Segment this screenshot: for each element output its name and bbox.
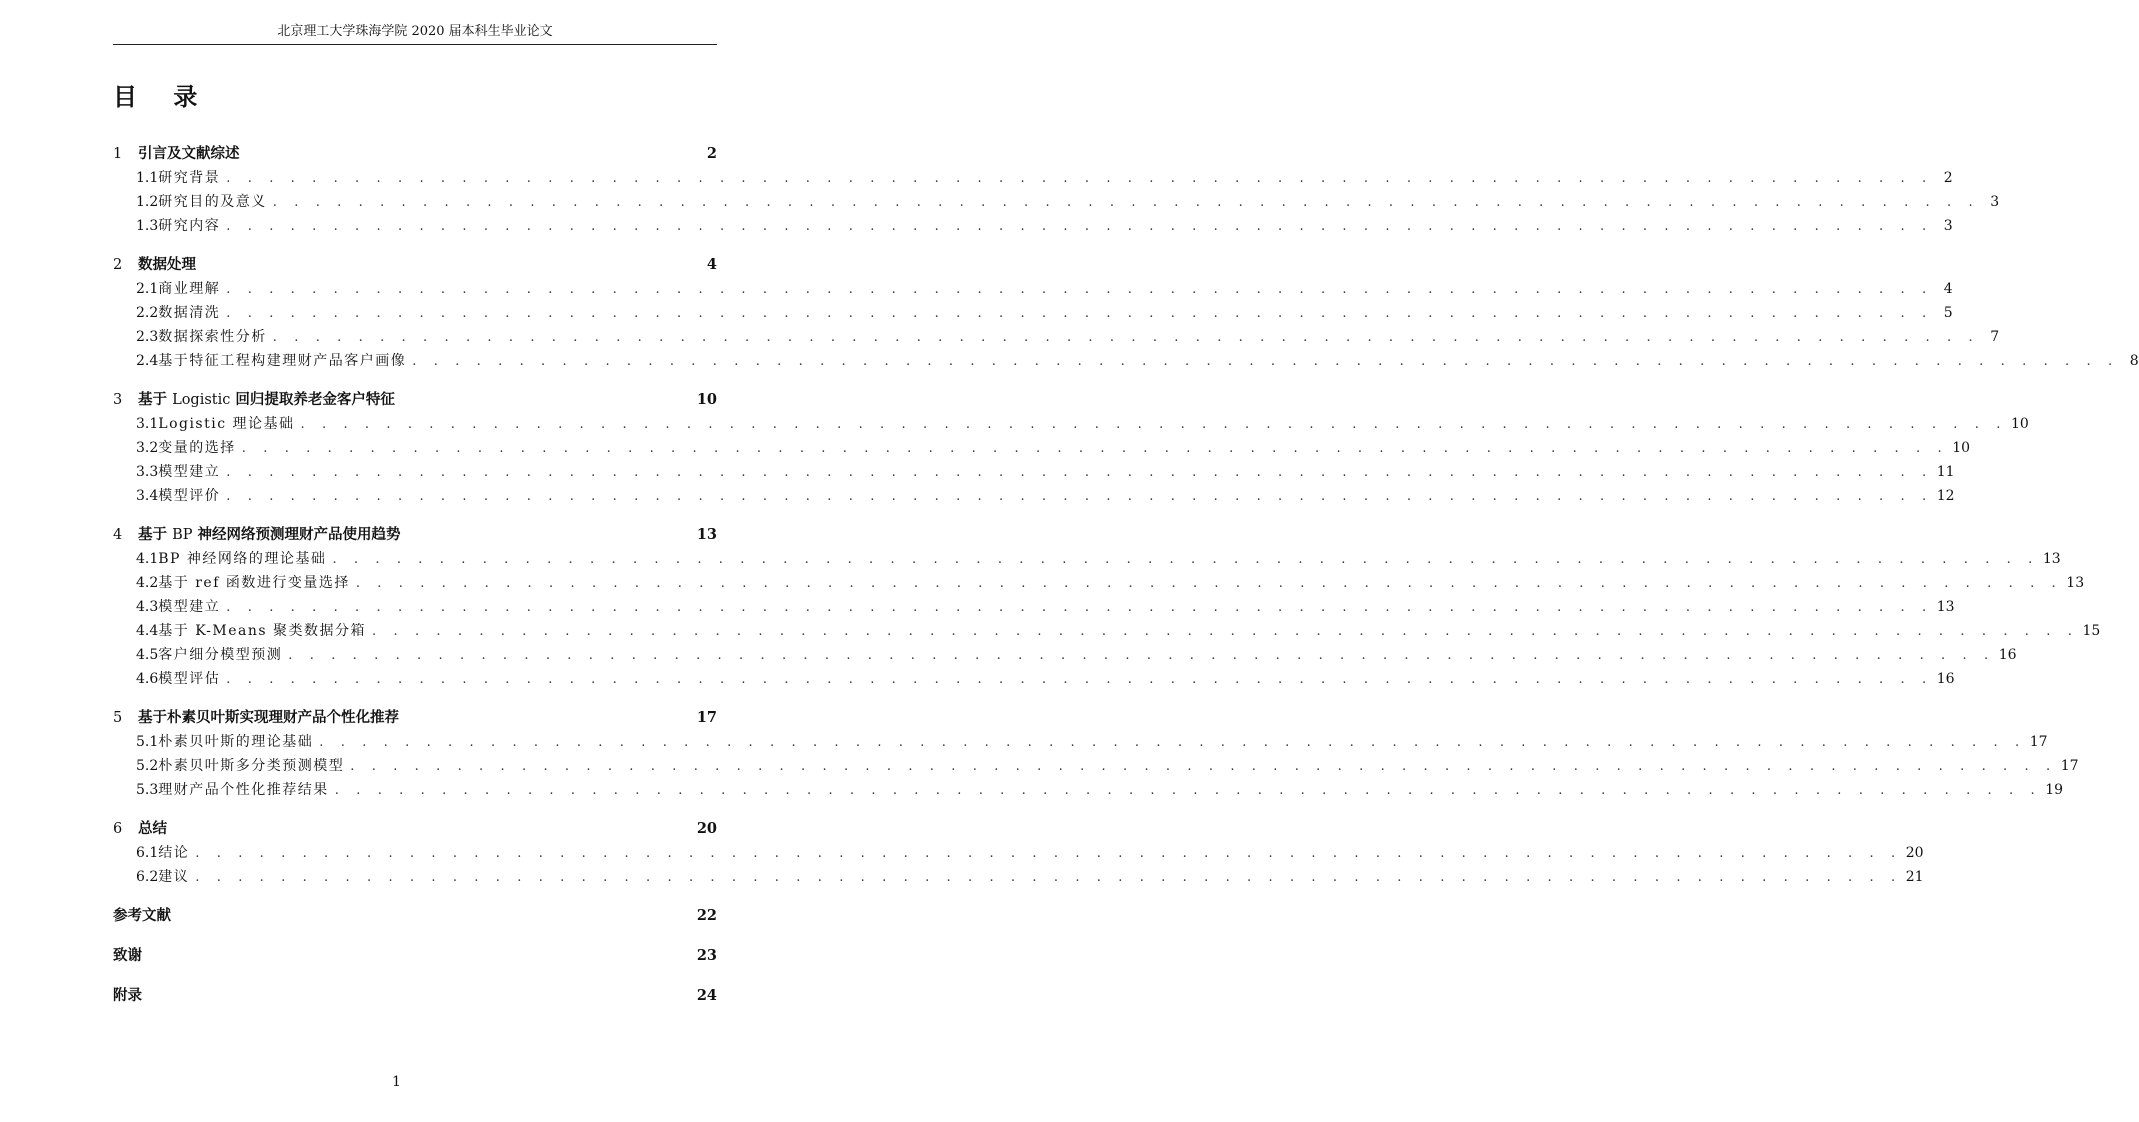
dot-leader: . . . . . . . . . . . . . . . . . . . . . . . . . . . . . . . . . . . . . . . . . . . . . . . . . . . . . . . . . . . . . . . . . . . . . . . . . . . . . . . .: [241, 441, 1949, 456]
chapter-title-part: 数据处理: [138, 256, 196, 273]
dot-leader: . . . . . . . . . . . . . . . . . . . . . . . . . . . . . . . . . . . . . . . . . . . . . . . . . . . . . . . . . . . . . . . . . . . . . . . . . . . . . . . .: [355, 576, 2063, 591]
dot-leader: . . . . . . . . . . . . . . . . . . . . . . . . . . . . . . . . . . . . . . . . . . . . . . . . . . . . . . . . . . . . . . . . . . . . . . . . . . . . . . . .: [288, 648, 1995, 663]
toc-section-entry[interactable]: [113, 595, 1955, 619]
section-title: 基于 K-Means 聚类数据分箱: [158, 623, 367, 639]
toc-section-entry[interactable]: [113, 484, 1955, 508]
section-page-number: 21: [1905, 869, 1924, 885]
chapter-title: [113, 984, 697, 1008]
section-page-number: 12: [1936, 488, 1955, 504]
chapter-title: [113, 944, 697, 968]
toc-chapter-entry[interactable]: [113, 523, 717, 547]
section-page-number: 3: [1943, 218, 1953, 234]
dot-leader: . . . . . . . . . . . . . . . . . . . . . . . . . . . . . . . . . . . . . . . . . . . . . . . . . . . . . . . . . . . . . . . . . . . . . . . . . . . . . . . .: [334, 783, 2042, 798]
section-page-number: 10: [2010, 416, 2029, 432]
section-number: 2.2: [136, 305, 159, 321]
toc-section-entry[interactable]: [113, 730, 2048, 754]
section-page-number: 16: [1998, 647, 2017, 663]
chapter-title-part: 引言及文献综述: [138, 145, 240, 162]
section-page-number: 4: [1943, 281, 1953, 297]
section-page-number: 8: [2129, 353, 2139, 369]
section-page-number: 20: [1905, 845, 1924, 861]
dot-leader: . . . . . . . . . . . . . . . . . . . . . . . . . . . . . . . . . . . . . . . . . . . . . . . . . . . . . . . . . . . . . . . . . . . . . . . . . . . . . . . .: [350, 759, 2057, 774]
section-title: 建议: [158, 869, 190, 885]
section-number: 5.2: [136, 758, 159, 774]
header-rule: [113, 44, 717, 45]
dot-leader: . . . . . . . . . . . . . . . . . . . . . . . . . . . . . . . . . . . . . . . . . . . . . . . . . . . . . . . . . . . . . . . . . . . . . . . . . . . . . . . .: [332, 552, 2039, 567]
dot-leader: . . . . . . . . . . . . . . . . . . . . . . . . . . . . . . . . . . . . . . . . . . . . . . . . . . . . . . . . . . . . . . . . . . . . . . . . . . . . . . . .: [372, 624, 2079, 639]
section-number: 3.1: [136, 416, 159, 432]
chapter-page-number: 4: [706, 256, 717, 273]
dot-leader: . . . . . . . . . . . . . . . . . . . . . . . . . . . . . . . . . . . . . . . . . . . . . . . . . . . . . . . . . . . . . . . . . . . . . . . . . . . . . . . .: [272, 330, 1980, 345]
toc-chapter-entry[interactable]: [113, 904, 717, 928]
toc-section-entry[interactable]: [113, 436, 1971, 460]
chapter-title-part: BP: [172, 527, 193, 543]
section-title: 客户细分模型预测: [158, 647, 283, 663]
toc-section-entry[interactable]: [113, 778, 2064, 802]
section-number: 3.2: [136, 440, 159, 456]
section-title: 基于 ref 函数进行变量选择: [158, 575, 350, 591]
section-page-number: 5: [1943, 305, 1953, 321]
chapter-number: 2: [113, 257, 123, 273]
toc-section-entry[interactable]: [113, 277, 1953, 301]
section-page-number: 2: [1943, 170, 1953, 186]
dot-leader: . . . . . . . . . . . . . . . . . . . . . . . . . . . . . . . . . . . . . . . . . . . . . . . . . . . . . . . . . . . . . . . . . . . . . . . . . . . . . . . .: [195, 846, 1902, 861]
toc-section-entry[interactable]: [113, 865, 1924, 889]
section-number: 1.1: [136, 170, 159, 186]
section-page-number: 11: [1936, 464, 1955, 480]
chapter-title-part: 基于朴素贝叶斯实现理财产品个性化推荐: [138, 709, 399, 726]
section-page-number: 13: [2042, 551, 2061, 567]
section-title: 理财产品个性化推荐结果: [158, 782, 329, 798]
dot-leader: . . . . . . . . . . . . . . . . . . . . . . . . . . . . . . . . . . . . . . . . . . . . . . . . . . . . . . . . . . . . . . . . . . . . . . . . . . . . . . . .: [226, 306, 1933, 321]
toc-chapter: [113, 984, 717, 1008]
dot-leader: . . . . . . . . . . . . . . . . . . . . . . . . . . . . . . . . . . . . . . . . . . . . . . . . . . . . . . . . . . . . . . . . . . . . . . . . . . . . . . . .: [226, 282, 1933, 297]
section-title: 变量的选择: [158, 440, 236, 456]
toc-chapter-entry[interactable]: [113, 817, 717, 841]
chapter-title-part: 基于: [138, 526, 173, 543]
toc-section-entry[interactable]: [113, 460, 1955, 484]
chapter-title-part: 附录: [113, 987, 142, 1004]
section-title: 模型建立: [158, 599, 221, 615]
toc-chapter: [113, 904, 717, 928]
toc-section-entry[interactable]: [113, 325, 2000, 349]
section-page-number: 17: [2060, 758, 2079, 774]
chapter-page-number: 22: [696, 907, 717, 924]
section-number: 5.1: [136, 734, 159, 750]
chapter-page-number: 20: [696, 820, 717, 837]
dot-leader: . . . . . . . . . . . . . . . . . . . . . . . . . . . . . . . . . . . . . . . . . . . . . . . . . . . . . . . . . . . . . . . . . . . . . . . . . . . . . . . .: [272, 195, 1980, 210]
chapter-title-part: 总结: [138, 820, 167, 837]
chapter-title-part: 神经网络预测理财产品使用趋势: [192, 526, 401, 543]
toc-chapter: [113, 142, 2000, 238]
dot-leader: . . . . . . . . . . . . . . . . . . . . . . . . . . . . . . . . . . . . . . . . . . . . . . . . . . . . . . . . . . . . . . . . . . . . . . . . . . . . . . . .: [319, 735, 2026, 750]
section-title: 商业理解: [158, 281, 221, 297]
chapter-title-part: Logistic: [172, 392, 231, 408]
dot-leader: . . . . . . . . . . . . . . . . . . . . . . . . . . . . . . . . . . . . . . . . . . . . . . . . . . . . . . . . . . . . . . . . . . . . . . . . . . . . . . . .: [226, 219, 1933, 234]
section-number: 3.3: [136, 464, 159, 480]
section-page-number: 19: [2045, 782, 2064, 798]
chapter-page-number: 13: [696, 526, 717, 543]
section-title: 朴素贝叶斯多分类预测模型: [158, 758, 345, 774]
section-number: 3.4: [136, 488, 159, 504]
toc-chapter: [113, 253, 2139, 373]
section-number: 1.3: [136, 218, 159, 234]
dot-leader: . . . . . . . . . . . . . . . . . . . . . . . . . . . . . . . . . . . . . . . . . . . . . . . . . . . . . . . . . . . . . . . . . . . . . . . . . . . . . . . .: [412, 354, 2119, 369]
section-title: 模型评估: [158, 671, 221, 687]
dot-leader: . . . . . . . . . . . . . . . . . . . . . . . . . . . . . . . . . . . . . . . . . . . . . . . . . . . . . . . . . . . . . . . . . . . . . . . . . . . . . . . .: [195, 870, 1902, 885]
toc-section-entry[interactable]: [113, 841, 1924, 865]
dot-leader: . . . . . . . . . . . . . . . . . . . . . . . . . . . . . . . . . . . . . . . . . . . . . . . . . . . . . . . . . . . . . . . . . . . . . . . . . . . . . . . .: [226, 171, 1933, 186]
section-title: 数据探索性分析: [158, 329, 267, 345]
section-page-number: 10: [1952, 440, 1971, 456]
toc-section-entry[interactable]: [113, 301, 1953, 325]
section-title: BP 神经网络的理论基础: [158, 551, 327, 567]
chapter-title: [138, 706, 697, 730]
toc-section-entry[interactable]: [113, 166, 1953, 190]
section-title: 研究背景: [158, 170, 221, 186]
section-number: 4.4: [136, 623, 159, 639]
toc-section-entry[interactable]: [113, 571, 2085, 595]
chapter-number: 1: [113, 146, 123, 162]
chapter-title: [113, 904, 697, 928]
section-number: 1.2: [136, 194, 159, 210]
section-number: 6.2: [136, 869, 159, 885]
section-page-number: 3: [1990, 194, 2000, 210]
dot-leader: . . . . . . . . . . . . . . . . . . . . . . . . . . . . . . . . . . . . . . . . . . . . . . . . . . . . . . . . . . . . . . . . . . . . . . . . . . . . . . . .: [226, 465, 1933, 480]
toc-section-entry[interactable]: [113, 412, 2029, 436]
toc-chapter-entry[interactable]: [113, 388, 717, 412]
section-title: 研究内容: [158, 218, 221, 234]
chapter-number: 5: [113, 710, 123, 726]
table-of-contents: [113, 142, 2139, 1024]
toc-chapter-entry[interactable]: [113, 253, 717, 277]
section-title: 研究目的及意义: [158, 194, 267, 210]
chapter-title-part: 致谢: [113, 947, 142, 964]
toc-chapter-entry[interactable]: [113, 142, 717, 166]
chapter-title-part: 参考文献: [113, 907, 171, 924]
section-title: 数据清洗: [158, 305, 221, 321]
toc-section-entry[interactable]: [113, 619, 2101, 643]
toc-chapter: [113, 817, 1924, 889]
toc-chapter-entry[interactable]: [113, 706, 717, 730]
chapter-page-number: 2: [706, 145, 717, 162]
section-number: 4.5: [136, 647, 159, 663]
toc-title: 目 录: [113, 82, 212, 111]
toc-section-entry[interactable]: [113, 643, 2017, 667]
toc-section-entry[interactable]: [113, 349, 2139, 373]
page-number: 1: [392, 1074, 401, 1090]
toc-section-entry[interactable]: [113, 667, 1955, 691]
toc-section-entry[interactable]: [113, 547, 2061, 571]
section-page-number: 7: [1990, 329, 2000, 345]
section-page-number: 16: [1936, 671, 1955, 687]
section-title: Logistic 理论基础: [158, 416, 295, 432]
section-number: 4.2: [136, 575, 159, 591]
section-number: 2.1: [136, 281, 159, 297]
chapter-title: [138, 523, 697, 547]
dot-leader: . . . . . . . . . . . . . . . . . . . . . . . . . . . . . . . . . . . . . . . . . . . . . . . . . . . . . . . . . . . . . . . . . . . . . . . . . . . . . . . .: [226, 489, 1933, 504]
chapter-title: [138, 142, 701, 166]
toc-chapter: [113, 523, 2101, 691]
chapter-page-number: 10: [696, 391, 717, 408]
section-number: 4.6: [136, 671, 159, 687]
toc-chapter-entry[interactable]: [113, 984, 717, 1008]
section-page-number: 13: [2066, 575, 2085, 591]
chapter-title: [138, 388, 697, 412]
section-page-number: 15: [2082, 623, 2101, 639]
chapter-title-part: 回归提取养老金客户特征: [230, 391, 395, 408]
chapter-number: 6: [113, 821, 123, 837]
section-page-number: 17: [2029, 734, 2048, 750]
section-title: 基于特征工程构建理财产品客户画像: [158, 353, 407, 369]
toc-chapter-entry[interactable]: [113, 944, 717, 968]
toc-section-entry[interactable]: [113, 754, 2079, 778]
toc-chapter: [113, 706, 2079, 802]
chapter-title: [138, 817, 697, 841]
chapter-title: [138, 253, 701, 277]
toc-section-entry[interactable]: [113, 214, 1953, 238]
chapter-page-number: 23: [696, 947, 717, 964]
section-number: 6.1: [136, 845, 159, 861]
section-title: 朴素贝叶斯的理论基础: [158, 734, 314, 750]
dot-leader: . . . . . . . . . . . . . . . . . . . . . . . . . . . . . . . . . . . . . . . . . . . . . . . . . . . . . . . . . . . . . . . . . . . . . . . . . . . . . . . .: [226, 600, 1933, 615]
section-number: 2.4: [136, 353, 159, 369]
section-number: 4.1: [136, 551, 159, 567]
dot-leader: . . . . . . . . . . . . . . . . . . . . . . . . . . . . . . . . . . . . . . . . . . . . . . . . . . . . . . . . . . . . . . . . . . . . . . . . . . . . . . . .: [300, 417, 2007, 432]
section-page-number: 13: [1936, 599, 1955, 615]
section-title: 模型评价: [158, 488, 221, 504]
chapter-page-number: 17: [696, 709, 717, 726]
chapter-number: 3: [113, 392, 123, 408]
chapter-title-part: 基于: [138, 391, 173, 408]
toc-section-entry[interactable]: [113, 190, 2000, 214]
chapter-number: 4: [113, 527, 123, 543]
section-title: 模型建立: [158, 464, 221, 480]
chapter-page-number: 24: [696, 987, 717, 1004]
page-header: 北京理工大学珠海学院 2020 届本科生毕业论文: [277, 24, 553, 39]
section-number: 5.3: [136, 782, 159, 798]
dot-leader: . . . . . . . . . . . . . . . . . . . . . . . . . . . . . . . . . . . . . . . . . . . . . . . . . . . . . . . . . . . . . . . . . . . . . . . . . . . . . . . .: [226, 672, 1933, 687]
section-number: 4.3: [136, 599, 159, 615]
section-title: 结论: [158, 845, 190, 861]
section-number: 2.3: [136, 329, 159, 345]
toc-chapter: [113, 944, 717, 968]
toc-chapter: [113, 388, 2029, 508]
